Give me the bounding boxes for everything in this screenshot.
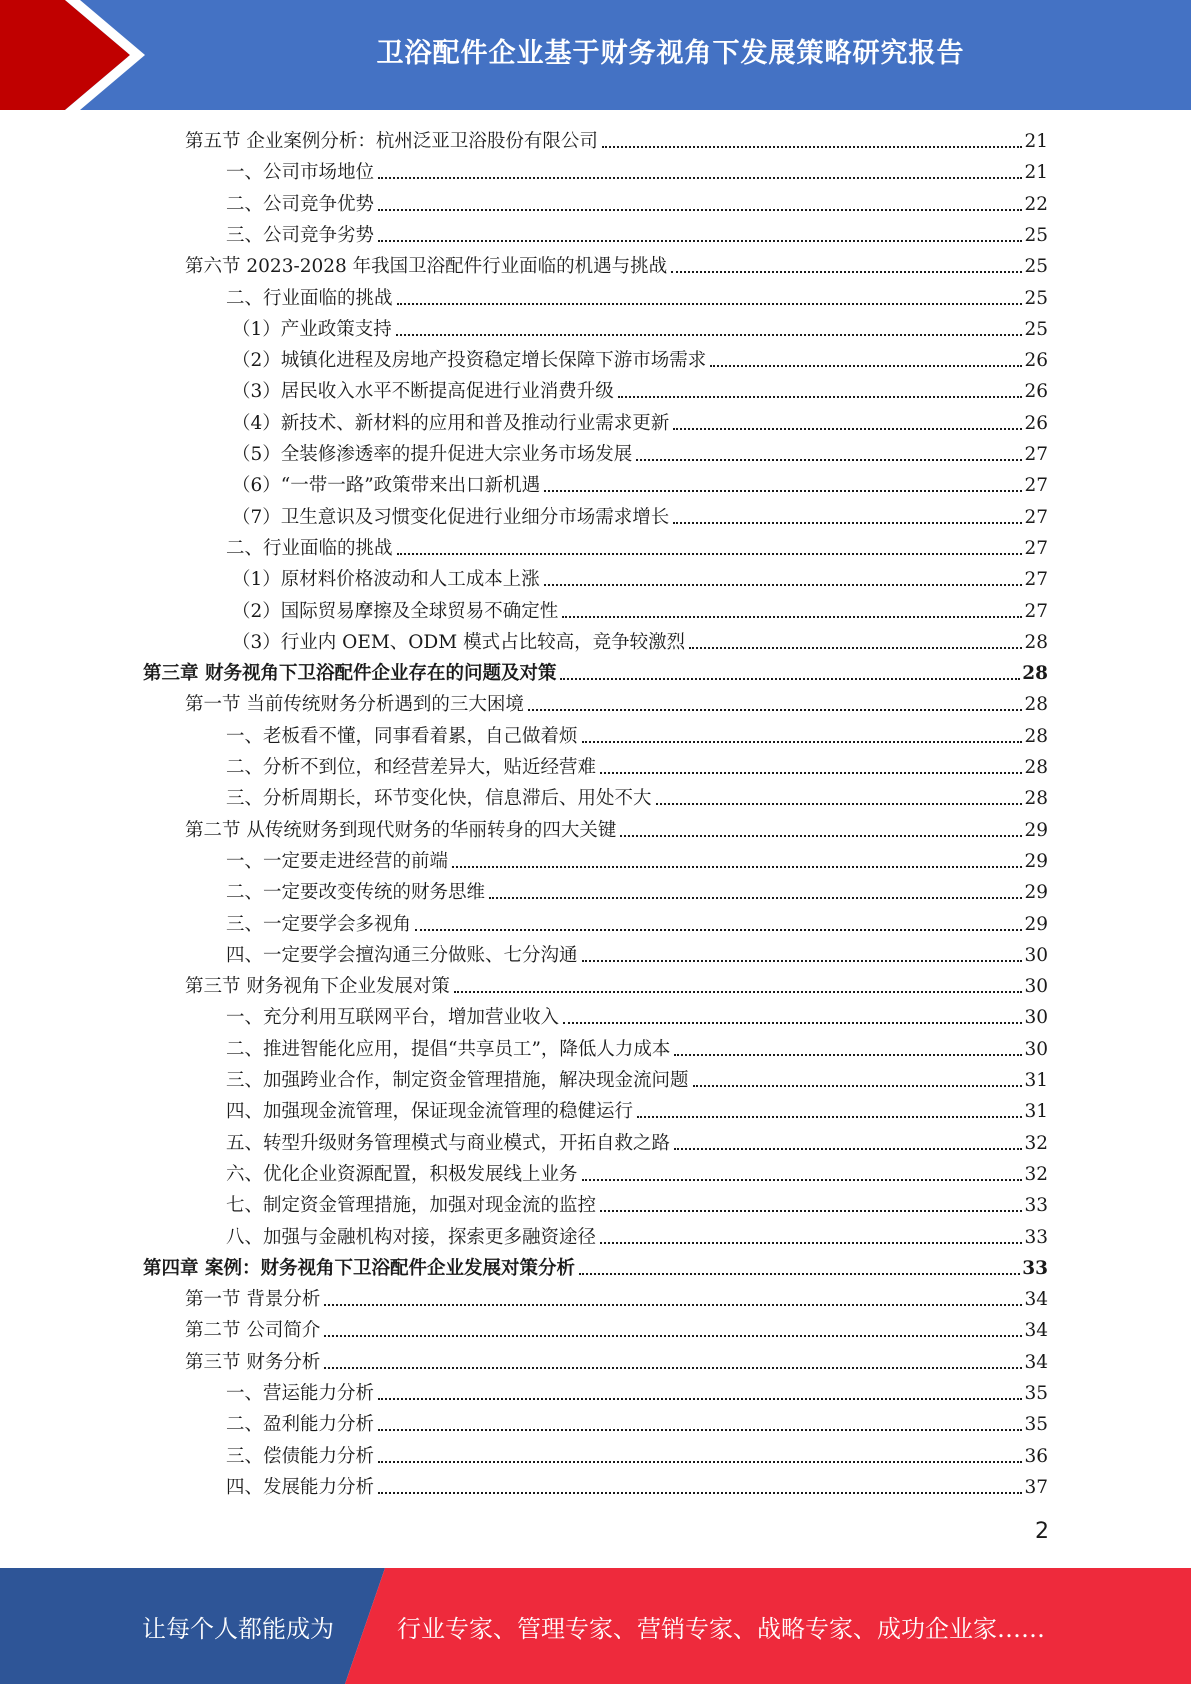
- toc-entry-page: 26: [1024, 413, 1048, 434]
- toc-entry-title: 第四章 案例：财务视角下卫浴配件企业发展对策分析: [143, 1258, 575, 1279]
- toc-subsection-entry[interactable]: [232, 597, 1048, 627]
- toc-entry-title: 三、分析周期长，环节变化快，信息滞后、用处不大: [226, 788, 652, 809]
- toc-entry-page: 34: [1024, 1320, 1048, 1341]
- toc-dot-leader: [618, 396, 1023, 398]
- toc-entry-page: 31: [1024, 1070, 1048, 1091]
- toc-section-entry[interactable]: [185, 1285, 1048, 1315]
- toc-subsection-entry[interactable]: [232, 315, 1048, 345]
- toc-dot-leader: [671, 271, 1022, 273]
- toc-section-entry[interactable]: [185, 252, 1048, 282]
- toc-entry-title: 四、发展能力分析: [226, 1477, 375, 1498]
- toc-dot-leader: [600, 1210, 1022, 1212]
- toc-dot-leader: [673, 522, 1022, 524]
- toc-entry-page: 30: [1024, 1007, 1048, 1028]
- toc-dot-leader: [324, 1304, 1022, 1306]
- toc-dot-leader: [452, 866, 1022, 868]
- toc-dot-leader: [582, 960, 1023, 962]
- toc-entry-page: 29: [1024, 914, 1048, 935]
- toc-entry-title: 四、一定要学会擅沟通三分做账、七分沟通: [226, 945, 578, 966]
- footer-slogan-right: 行业专家、管理专家、营销专家、战略专家、成功企业家……: [397, 1614, 1045, 1643]
- toc-dot-leader: [579, 1273, 1020, 1275]
- toc-dot-leader: [674, 1148, 1022, 1150]
- toc-chapter-entry[interactable]: [143, 659, 1048, 689]
- toc-dot-leader: [378, 1398, 1022, 1400]
- toc-entry-page: 30: [1024, 945, 1048, 966]
- toc-entry-page: 21: [1024, 131, 1048, 152]
- toc-subsection-entry[interactable]: [226, 1379, 1048, 1409]
- toc-subsection-entry[interactable]: [226, 847, 1048, 877]
- toc-dot-leader: [562, 616, 1022, 618]
- toc-subsection-entry[interactable]: [226, 1097, 1048, 1127]
- toc-entry-page: 34: [1024, 1352, 1048, 1373]
- toc-entry-title: 三、偿债能力分析: [226, 1446, 375, 1467]
- toc-dot-leader: [378, 177, 1022, 179]
- toc-dot-leader: [582, 741, 1023, 743]
- toc-dot-leader: [528, 709, 1023, 711]
- toc-entry-title: 五、转型升级财务管理模式与商业模式，开拓自救之路: [226, 1133, 671, 1154]
- toc-entry-title: 第二节 公司简介: [185, 1320, 321, 1341]
- toc-entry-title: 三、加强跨业合作，制定资金管理措施，解决现金流问题: [226, 1070, 689, 1091]
- toc-entry-title: 第三节 财务分析: [185, 1352, 321, 1373]
- toc-section-entry[interactable]: [185, 690, 1048, 720]
- toc-entry-page: 25: [1024, 225, 1048, 246]
- toc-dot-leader: [544, 490, 1022, 492]
- toc-section-entry[interactable]: [185, 816, 1048, 846]
- toc-subsection-entry[interactable]: [232, 471, 1048, 501]
- toc-entry-title: 二、一定要改变传统的财务思维: [226, 882, 486, 903]
- toc-entry-page: 30: [1024, 976, 1048, 997]
- toc-dot-leader: [710, 365, 1022, 367]
- toc-subsection-entry[interactable]: [232, 503, 1048, 533]
- toc-entry-page: 28: [1024, 632, 1048, 653]
- toc-entry-title: 一、充分利用互联网平台，增加营业收入: [226, 1007, 560, 1028]
- toc-dot-leader: [489, 897, 1022, 899]
- toc-entry-title: 第一节 背景分析: [185, 1289, 321, 1310]
- toc-entry-page: 34: [1024, 1289, 1048, 1310]
- toc-entry-title: （7）卫生意识及习惯变化促进行业细分市场需求增长: [232, 507, 670, 528]
- toc-subsection-entry[interactable]: [232, 346, 1048, 376]
- toc-dot-leader: [378, 1492, 1022, 1494]
- toc-dot-leader: [378, 1461, 1022, 1463]
- toc-entry-page: 33: [1024, 1195, 1048, 1216]
- toc-dot-leader: [674, 1054, 1022, 1056]
- toc-subsection-entry[interactable]: [226, 1191, 1048, 1221]
- toc-entry-title: 第五节 企业案例分析：杭州泛亚卫浴股份有限公司: [185, 131, 598, 152]
- toc-entry-page: 32: [1024, 1164, 1048, 1185]
- toc-dot-leader: [378, 1429, 1022, 1431]
- toc-subsection-entry[interactable]: [226, 1223, 1048, 1253]
- toc-subsection-entry[interactable]: [226, 1129, 1048, 1159]
- toc-dot-leader: [378, 209, 1022, 211]
- toc-entry-page: 27: [1024, 444, 1048, 465]
- toc-subsection-entry[interactable]: [232, 628, 1048, 658]
- toc-dot-leader: [600, 772, 1022, 774]
- toc-entry-title: 一、营运能力分析: [226, 1383, 375, 1404]
- toc-dot-leader: [563, 1022, 1022, 1024]
- toc-subsection-entry[interactable]: [226, 1442, 1048, 1472]
- toc-entry-page: 28: [1022, 663, 1048, 684]
- toc-dot-leader: [324, 1335, 1022, 1337]
- toc-entry-title: 七、制定资金管理措施，加强对现金流的监控: [226, 1195, 597, 1216]
- toc-entry-page: 22: [1024, 194, 1048, 215]
- toc-dot-leader: [693, 1085, 1023, 1087]
- toc-entry-title: 六、优化企业资源配置，积极发展线上业务: [226, 1164, 578, 1185]
- toc-subsection-entry[interactable]: [226, 1003, 1048, 1033]
- toc-entry-page: 21: [1024, 162, 1048, 183]
- toc-subsection-entry[interactable]: [226, 1410, 1048, 1440]
- toc-entry-title: 二、行业面临的挑战: [226, 288, 393, 309]
- toc-dot-leader: [415, 929, 1022, 931]
- toc-subsection-entry[interactable]: [232, 565, 1048, 595]
- toc-entry-title: 一、公司市场地位: [226, 162, 375, 183]
- toc-subsection-entry[interactable]: [226, 1160, 1048, 1190]
- toc-entry-title: 三、公司竞争劣势: [226, 225, 375, 246]
- toc-entry-page: 35: [1024, 1414, 1048, 1435]
- toc-entry-page: 36: [1024, 1446, 1048, 1467]
- toc-section-entry[interactable]: [185, 127, 1048, 157]
- toc-subsection-entry[interactable]: [226, 221, 1048, 251]
- footer-slogan-left: 让每个人都能成为: [142, 1614, 334, 1643]
- toc-entry-page: 28: [1024, 757, 1048, 778]
- header-bar: [0, 0, 1191, 110]
- toc-section-entry[interactable]: [185, 972, 1048, 1002]
- toc-dot-leader: [560, 678, 1020, 680]
- toc-entry-title: 二、公司竞争优势: [226, 194, 375, 215]
- toc-entry-page: 33: [1022, 1258, 1048, 1279]
- toc-entry-page: 28: [1024, 726, 1048, 747]
- toc-entry-page: 32: [1024, 1133, 1048, 1154]
- toc-dot-leader: [397, 553, 1023, 555]
- toc-dot-leader: [396, 334, 1023, 336]
- footer-banner: [0, 1568, 1191, 1684]
- toc-entry-page: 25: [1024, 256, 1048, 277]
- toc-entry-title: （2）国际贸易摩擦及全球贸易不确定性: [232, 601, 559, 622]
- toc-entry-title: 第三章 财务视角下卫浴配件企业存在的问题及对策: [143, 663, 557, 684]
- toc-entry-page: 31: [1024, 1101, 1048, 1122]
- toc-subsection-entry[interactable]: [226, 158, 1048, 188]
- toc-subsection-entry[interactable]: [226, 878, 1048, 908]
- toc-entry-page: 30: [1024, 1039, 1048, 1060]
- toc-entry-title: （3）居民收入水平不断提高促进行业消费升级: [232, 381, 614, 402]
- toc-entry-title: （5）全装修渗透率的提升促进大宗业务市场发展: [232, 444, 633, 465]
- toc-subsection-entry[interactable]: [226, 1035, 1048, 1065]
- toc-dot-leader: [582, 1179, 1023, 1181]
- toc-entry-page: 25: [1024, 319, 1048, 340]
- toc-dot-leader: [620, 835, 1022, 837]
- toc-subsection-entry[interactable]: [232, 377, 1048, 407]
- header-arrow-decoration: [0, 0, 160, 110]
- toc-entry-page: 33: [1024, 1227, 1048, 1248]
- toc-entry-title: 第三节 财务视角下企业发展对策: [185, 976, 450, 997]
- toc-dot-leader: [689, 647, 1022, 649]
- toc-entry-title: （1）产业政策支持: [232, 319, 392, 340]
- toc-entry-page: 28: [1024, 694, 1048, 715]
- toc-subsection-entry[interactable]: [226, 190, 1048, 220]
- toc-subsection-entry[interactable]: [226, 1473, 1048, 1503]
- toc-subsection-entry[interactable]: [226, 284, 1048, 314]
- toc-subsection-entry[interactable]: [232, 409, 1048, 439]
- toc-entry-title: 一、老板看不懂，同事看着累，自己做着烦: [226, 726, 578, 747]
- page-number: 2: [1035, 1519, 1049, 1544]
- report-title: 卫浴配件企业基于财务视角下发展策略研究报告: [376, 37, 965, 69]
- toc-dot-leader: [600, 1242, 1022, 1244]
- toc-dot-leader: [602, 146, 1023, 148]
- toc-entry-title: 三、一定要学会多视角: [226, 914, 412, 935]
- toc-entry-page: 25: [1024, 288, 1048, 309]
- toc-dot-leader: [397, 303, 1023, 305]
- toc-entry-title: （1）原材料价格波动和人工成本上涨: [232, 569, 540, 590]
- toc-entry-page: 28: [1024, 788, 1048, 809]
- toc-dot-leader: [637, 1116, 1022, 1118]
- toc-entry-title: 二、盈利能力分析: [226, 1414, 375, 1435]
- toc-entry-page: 26: [1024, 350, 1048, 371]
- toc-entry-page: 27: [1024, 475, 1048, 496]
- toc-chapter-entry[interactable]: [143, 1254, 1048, 1284]
- toc-entry-title: 二、分析不到位，和经营差异大，贴近经营难: [226, 757, 597, 778]
- toc-entry-title: 第六节 2023-2028 年我国卫浴配件行业面临的机遇与挑战: [185, 256, 668, 277]
- toc-subsection-entry[interactable]: [226, 753, 1048, 783]
- toc-entry-title: （3）行业内 OEM、ODM 模式占比较高，竞争较激烈: [232, 632, 686, 653]
- toc-subsection-entry[interactable]: [226, 784, 1048, 814]
- toc-section-entry[interactable]: [185, 1316, 1048, 1346]
- toc-subsection-entry[interactable]: [226, 1066, 1048, 1096]
- toc-entry-page: 37: [1024, 1477, 1048, 1498]
- toc-entry-page: 27: [1024, 569, 1048, 590]
- toc-dot-leader: [454, 991, 1023, 993]
- toc-subsection-entry[interactable]: [226, 910, 1048, 940]
- toc-entry-page: 29: [1024, 820, 1048, 841]
- toc-entry-page: 29: [1024, 882, 1048, 903]
- toc-entry-title: 四、加强现金流管理，保证现金流管理的稳健运行: [226, 1101, 634, 1122]
- toc-dot-leader: [378, 240, 1022, 242]
- toc-dot-leader: [656, 803, 1023, 805]
- toc-dot-leader: [544, 584, 1023, 586]
- toc-entry-title: 二、行业面临的挑战: [226, 538, 393, 559]
- toc-entry-title: 二、推进智能化应用，提倡“共享员工”，降低人力成本: [226, 1039, 671, 1060]
- toc-entry-page: 27: [1024, 507, 1048, 528]
- toc-subsection-entry[interactable]: [226, 534, 1048, 564]
- toc-entry-title: 一、一定要走进经营的前端: [226, 851, 449, 872]
- toc-entry-title: （2）城镇化进程及房地产投资稳定增长保障下游市场需求: [232, 350, 707, 371]
- toc-entry-title: （6）“一带一路”政策带来出口新机遇: [232, 475, 541, 496]
- toc-entry-page: 27: [1024, 538, 1048, 559]
- toc-entry-title: 第二节 从传统财务到现代财务的华丽转身的四大关键: [185, 820, 617, 841]
- toc-dot-leader: [324, 1367, 1022, 1369]
- toc-dot-leader: [673, 428, 1022, 430]
- toc-entry-page: 35: [1024, 1383, 1048, 1404]
- toc-entry-page: 29: [1024, 851, 1048, 872]
- toc-entry-title: 第一节 当前传统财务分析遇到的三大困境: [185, 694, 524, 715]
- toc-dot-leader: [636, 459, 1022, 461]
- toc-entry-page: 26: [1024, 381, 1048, 402]
- toc-subsection-entry[interactable]: [226, 941, 1048, 971]
- toc-subsection-entry[interactable]: [232, 440, 1048, 470]
- toc-entry-page: 27: [1024, 601, 1048, 622]
- toc-subsection-entry[interactable]: [226, 722, 1048, 752]
- toc-section-entry[interactable]: [185, 1348, 1048, 1378]
- toc-entry-title: （4）新技术、新材料的应用和普及推动行业需求更新: [232, 413, 670, 434]
- toc-entry-title: 八、加强与金融机构对接，探索更多融资途径: [226, 1227, 597, 1248]
